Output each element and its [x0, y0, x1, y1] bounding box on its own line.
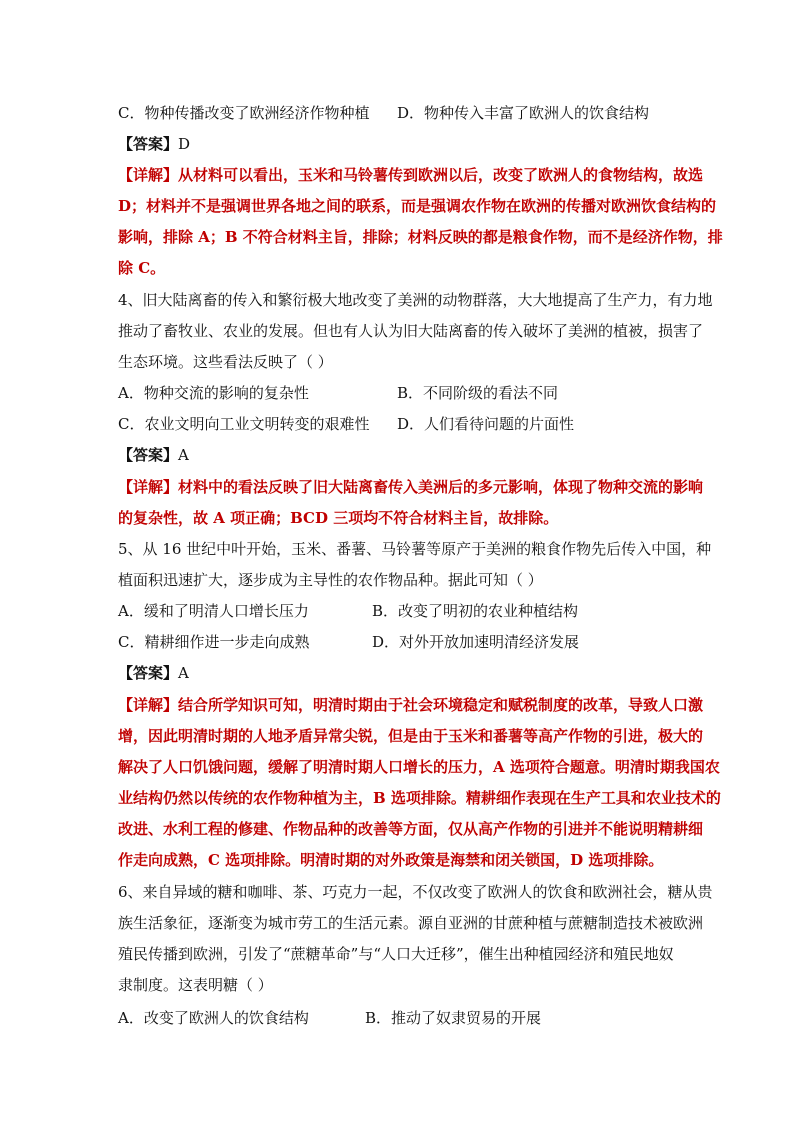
q6-stem-line-2: 族生活象征，逐渐变为城市劳工的生活元素。源自亚洲的甘蔗种植与蔗糖制造技术被欧洲	[118, 914, 704, 932]
q4-option-c: C．农业文明向工业文明转变的艰难性	[118, 415, 370, 433]
q3-detail-line-1: 【详解】从材料可以看出，玉米和马铃薯传到欧洲以后，改变了欧洲人的食物结构，故选	[118, 166, 704, 184]
q6-option-a: A．改变了欧洲人的饮食结构	[118, 1009, 309, 1027]
q5-stem-line-1: 5、从 16 世纪中叶开始，玉米、番薯、马铃薯等原产于美洲的粮食作物先后传入中国，种	[118, 540, 712, 558]
detail-tag: 【详解】	[118, 696, 179, 714]
q5-detail-line-2: 增，因此明清时期的人地矛盾异常尖锐，但是由于玉米和番薯等高产作物的引进，极大的	[118, 727, 704, 745]
q5-option-b: B．改变了明初的农业种植结构	[372, 602, 579, 620]
answer-value: A	[178, 446, 189, 464]
q3-detail-line-3: 影响，排除 A；B 不符合材料主旨，排除；材料反映的都是粮食作物，而不是经济作物，排	[118, 228, 723, 246]
detail-tag: 【详解】	[118, 166, 179, 184]
q5-detail-line-5: 改进、水利工程的修建、作物品种的改善等方面，仅从高产作物的引进并不能说明精耕细	[118, 820, 704, 838]
q5-detail-line-3: 解决了人口饥饿问题，缓解了明清时期人口增长的压力，A 选项符合题意。明清时期我国农	[118, 758, 720, 776]
answer-value: D	[178, 135, 191, 153]
q3-detail-line-2: D；材料并不是强调世界各地之间的联系，而是强调农作物在欧洲的传播对欧洲饮食结构的	[118, 197, 717, 215]
q4-stem-line-2: 推动了畜牧业、农业的发展。但也有人认为旧大陆离畜的传入破坏了美洲的植被，损害了	[118, 322, 704, 340]
q5-detail-line-1: 【详解】结合所学知识可知，明清时期由于社会环境稳定和赋税制度的改革，导致人口激	[118, 696, 704, 714]
q6-option-b: B．推动了奴隶贸易的开展	[365, 1009, 542, 1027]
q5-detail-line-4: 业结构仍然以传统的农作物种植为主，B 选项排除。精耕细作表现在生产工具和农业技术的	[118, 789, 721, 807]
answer-value: A	[178, 664, 189, 682]
q6-stem-line-1: 6、来自异域的糖和咖啡、茶、巧克力一起，不仅改变了欧洲人的饮食和欧洲社会，糖从贵	[118, 883, 713, 901]
q4-detail-line-2: 的复杂性，故 A 项正确；BCD 三项均不符合材料主旨，故排除。	[118, 509, 559, 527]
q4-option-b: B．不同阶级的看法不同	[397, 384, 559, 402]
q4-stem-line-1: 4、旧大陆离畜的传入和繁衍极大地改变了美洲的动物群落，大大地提高了生产力，有力地	[118, 291, 713, 309]
q4-detail-line-1: 【详解】材料中的看法反映了旧大陆离畜传入美洲后的多元影响，体现了物种交流的影响	[118, 478, 704, 496]
q5-detail-line-6: 作走向成熟，C 选项排除。明清时期的对外政策是海禁和闭关锁国，D 选项排除。	[118, 851, 664, 869]
q6-stem-line-3: 殖民传播到欧洲，引发了“蔗糖革命”与“人口大迁移”，催生出种植园经济和殖民地奴	[118, 945, 674, 963]
q4-option-d: D．人们看待问题的片面性	[397, 415, 575, 433]
q3-option-c: C．物种传播改变了欧洲经济作物种植	[118, 104, 370, 122]
q3-detail-line-4: 除 C。	[118, 259, 166, 277]
answer-tag: 【答案】	[118, 135, 179, 153]
answer-tag: 【答案】	[118, 446, 179, 464]
q3-answer	[118, 134, 190, 154]
q4-option-a: A．物种交流的影响的复杂性	[118, 384, 309, 402]
q5-stem-line-2: 植面积迅速扩大，逐步成为主导性的农作物品种。据此可知（ ）	[118, 571, 543, 589]
q5-answer	[118, 663, 189, 683]
q5-option-a: A．缓和了明清人口增长压力	[118, 602, 309, 620]
q5-option-c: C．精耕细作进一步走向成熟	[118, 633, 310, 651]
detail-tag: 【详解】	[118, 478, 179, 496]
q4-answer	[118, 445, 189, 465]
q5-option-d: D．对外开放加速明清经济发展	[372, 633, 580, 651]
answer-tag: 【答案】	[118, 664, 179, 682]
q3-option-d: D．物种传入丰富了欧洲人的饮食结构	[397, 104, 650, 122]
q6-stem-line-4: 隶制度。这表明糖（ ）	[118, 976, 273, 994]
q4-stem-line-3: 生态环境。这些看法反映了（ ）	[118, 353, 333, 371]
